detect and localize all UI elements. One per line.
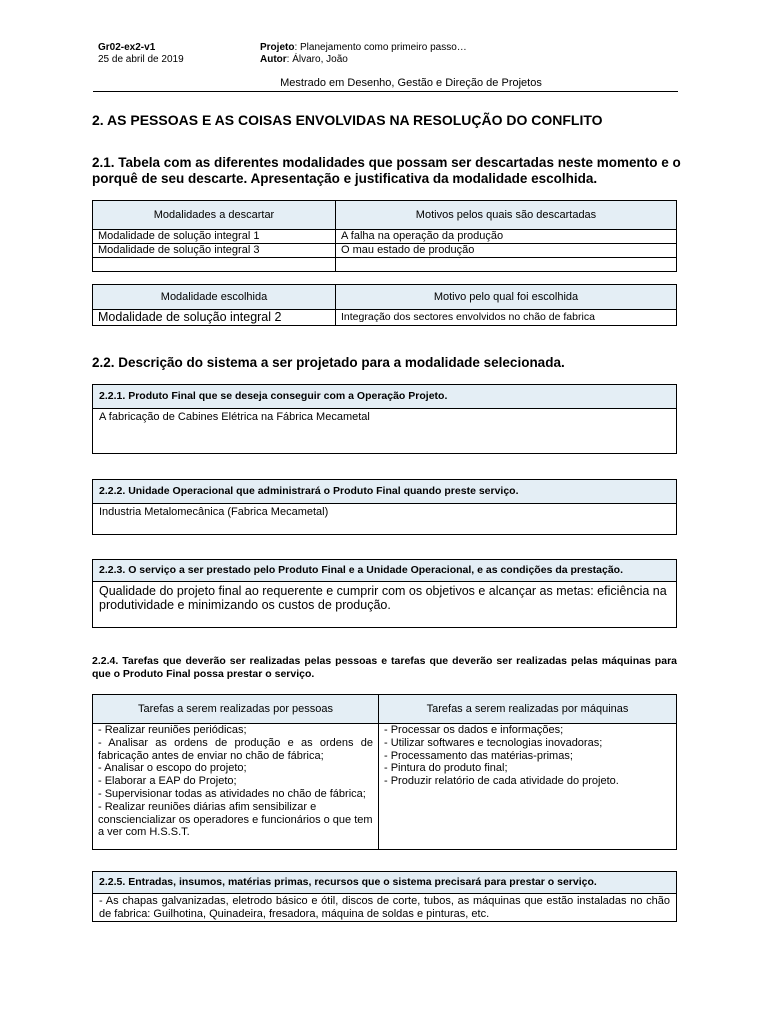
box-2-2-2: [92, 479, 677, 535]
chosen-mod-cell: Modalidade de solução integral 2: [93, 310, 336, 326]
doc-code: Gr02-ex2-v1: [98, 42, 156, 53]
heading-2-2: 2.2. Descrição do sistema a ser projetado para a modalidade selecionada.: [92, 355, 565, 370]
tasks-col-header-people: Tarefas a serem realizadas por pessoas: [93, 695, 379, 724]
list-item: - Produzir relatório de cada atividade do projeto.: [384, 775, 619, 788]
box-2-2-3: [92, 559, 677, 628]
table-row: [93, 310, 677, 326]
box-2-2-1-title: 2.2.1. Produto Final que se deseja conseguir com a Operação Projeto.: [93, 385, 676, 409]
author-value: : Álvaro, João: [286, 54, 348, 65]
section-title: 2. AS PESSOAS E AS COISAS ENVOLVIDAS NA RESOLUÇÃO DO CONFLITO: [92, 112, 603, 128]
box-2-2-5-body: - As chapas galvanizadas, eletrodo básico e ótil, discos de corte, tubos, as máquinas que estão instaladas no chão de fabrica: Guilhotina, Quinadeira, fresadora, máquina de soldas e pinturas, etc.: [99, 895, 670, 920]
discard-motivo-cell: O mau estado de produção: [336, 244, 677, 258]
discard-col-header-modalidades: Modalidades a descartar: [93, 201, 336, 230]
list-item: - Analisar as ordens de produção e as ordens de fabricação antes de enviar no chão de fábrica;: [98, 736, 373, 762]
para-2-2-4: 2.2.4. Tarefas que deverão ser realizadas pelas pessoas e tarefas que deverão ser realizadas pelas máquinas para que o Produto Final possa prestar o serviço.: [92, 655, 677, 680]
list-item: - Elaborar a EAP do Projeto;: [98, 775, 237, 788]
doc-date: 25 de abril de 2019: [98, 54, 184, 65]
doc-subtitle: Mestrado em Desenho, Gestão e Direção de Projetos: [280, 77, 542, 89]
discard-motivo-cell: [336, 258, 677, 272]
list-item: - Processar os dados e informações;: [384, 724, 564, 736]
box-2-2-5-title: 2.2.5. Entradas, insumos, matérias primas, recursos que o sistema precisará para prestar o serviço.: [93, 872, 676, 894]
project-line: [260, 42, 467, 54]
table-row: [93, 258, 677, 272]
chosen-motivo-cell: Integração dos sectores envolvidos no chão de fabrica: [336, 310, 677, 326]
author-line: [260, 54, 467, 66]
box-2-2-3-title: 2.2.3. O serviço a ser prestado pelo Produto Final e a Unidade Operacional, e as condições da prestação.: [93, 560, 676, 582]
box-2-2-1: [92, 384, 677, 454]
tasks-table: [92, 694, 677, 850]
list-item: - Pintura do produto final;: [384, 762, 508, 775]
list-item: - Utilizar softwares e tecnologias inovadoras;: [384, 736, 603, 749]
box-2-2-3-body: Qualidade do projeto final ao requerente e cumprir com os objetivos e alcançar as metas: eficiência na produtividade e minimizando os custos de produção.: [99, 584, 667, 612]
tasks-col-header-machines: Tarefas a serem realizadas por máquinas: [379, 695, 677, 724]
doc-header-left: [98, 42, 184, 66]
list-item: - Analisar o escopo do projeto;: [98, 762, 247, 775]
chosen-col-header-modalidade: Modalidade escolhida: [93, 285, 336, 310]
box-2-2-5: [92, 871, 677, 922]
chosen-col-header-motivo: Motivo pelo qual foi escolhida: [336, 285, 677, 310]
table-row: [93, 230, 677, 244]
list-item: - Supervisionar todas as atividades no chão de fábrica;: [98, 787, 366, 800]
project-value: : Planejamento como primeiro passo…: [294, 42, 467, 53]
discard-table: [92, 200, 677, 272]
discard-col-header-motivos: Motivos pelos quais são descartadas: [336, 201, 677, 230]
list-item: - Realizar reuniões diárias afim sensibilizar e consciencializar os operadores e funcionários o que tem a ver com H.S.S.T.: [98, 800, 373, 839]
table-row: [93, 244, 677, 258]
discard-mod-cell: Modalidade de solução integral 1: [93, 230, 336, 244]
table-row: [93, 724, 677, 850]
heading-2-1: 2.1. Tabela com as diferentes modalidades que possam ser descartadas neste momento e o porquê de seu descarte. Apresentação e justificativa da modalidade escolhida.: [92, 155, 681, 186]
discard-mod-cell: [93, 258, 336, 272]
list-item: - Processamento das matérias-primas;: [384, 749, 573, 762]
project-label: Projeto: [260, 42, 295, 53]
discard-mod-cell: Modalidade de solução integral 3: [93, 244, 336, 258]
chosen-table: [92, 284, 677, 326]
box-2-2-2-body: Industria Metalomecânica (Fabrica Mecametal): [99, 506, 329, 518]
doc-header-right: [260, 42, 467, 66]
box-2-2-2-title: 2.2.2. Unidade Operacional que administrará o Produto Final quando preste serviço.: [93, 480, 676, 504]
discard-motivo-cell: A falha na operação da produção: [336, 230, 677, 244]
author-label: Autor: [260, 54, 287, 65]
tasks-people-cell: [93, 724, 379, 850]
box-2-2-1-body: A fabricação de Cabines Elétrica na Fábrica Mecametal: [99, 411, 370, 423]
header-divider: [93, 91, 678, 92]
list-item: - Realizar reuniões periódicas;: [98, 724, 247, 736]
tasks-machines-cell: [379, 724, 677, 850]
